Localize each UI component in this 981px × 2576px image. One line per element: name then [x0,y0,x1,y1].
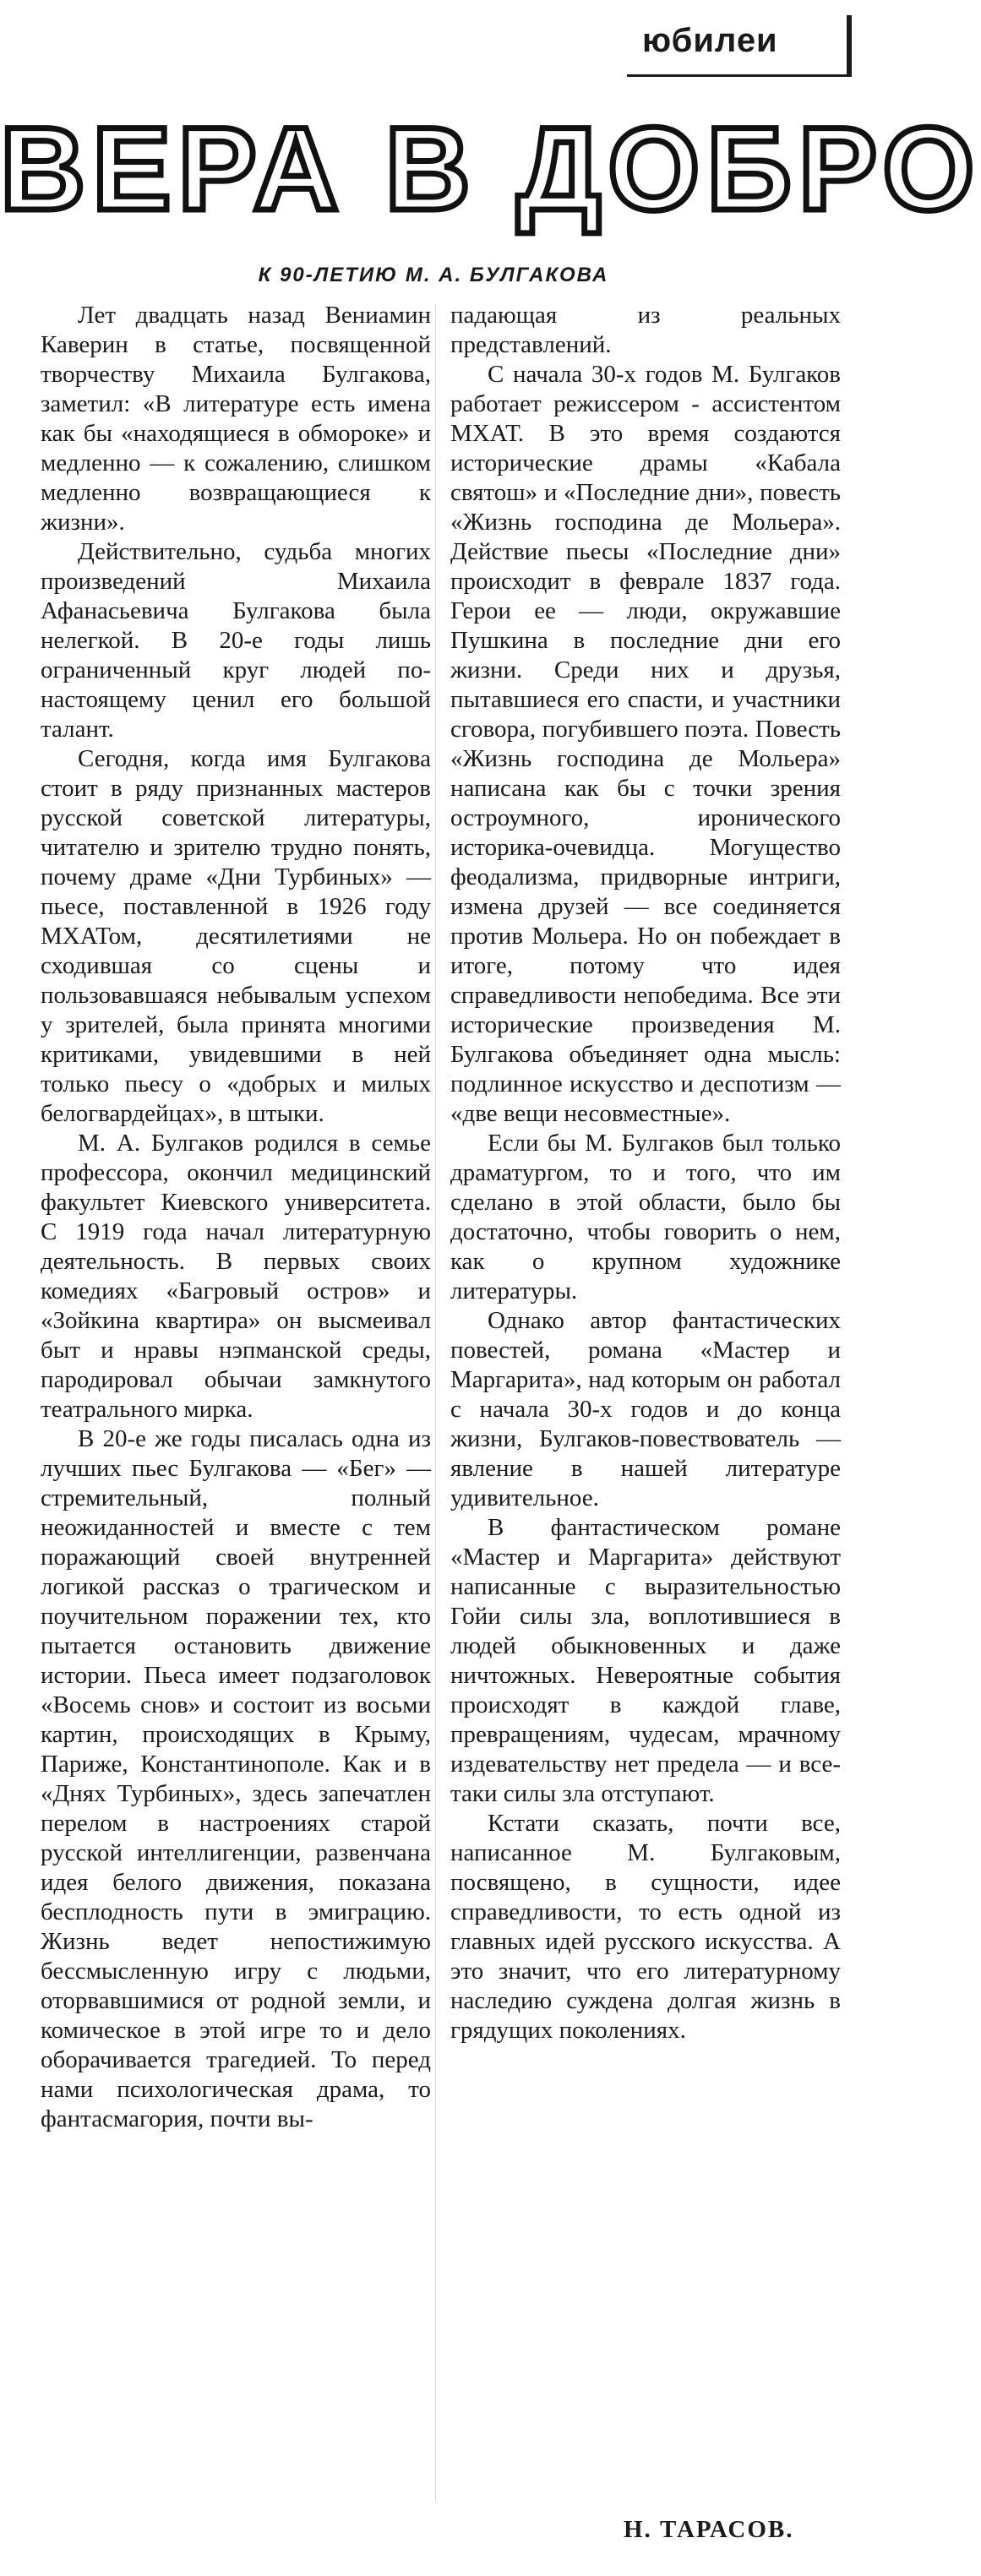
headline: ВЕРА В ДОБРО [0,102,981,235]
right-column [450,301,841,2045]
paragraph: Если бы М. Булгаков был только драматургом, то и того, что им сделано в этой области, было бы достаточно, чтобы говорить о нем, как о крупном художнике литературы. [450,1130,841,1304]
rubric-label: юбилеи [642,22,778,59]
author-signature: Н. ТАРАСОВ. [624,2516,794,2543]
paragraph: Действительно, судьба многих произведений Михаила Афанасьевича Булгакова была нелегкой. В 20-е годы лишь ограниченный круг людей по-настоящему ценил его большой талант. [41,538,431,743]
paragraph: Сегодня, когда имя Булгакова стоит в ряду признанных мастеров русской советской литературы, читателю и зрителю трудно понять, почему драме «Дни Турбиных» — пьесе, поставленной в 1926 году МХАТом, десятилетиями не сходившая со сцены и пользовавшаяся небывалым успехом у зрителей, была принята многими критиками, увидевшими в ней только пьесу о «добрых и милых белогвардейцах», в штыки. [41,745,431,1127]
paragraph: Однако автор фантастических повестей, романа «Мастер и Маргарита», над которым он работал с начала 30-х годов и до конца жизни, Булгаков-повествователь — явление в нашей литературе удивительное. [450,1307,841,1511]
paragraph-continued: падающая из реальных представлений. [450,302,841,358]
left-column [41,301,431,2134]
paragraph: Лет двадцать назад Вениамин Каверин в статье, посвященной творчеству Михаила Булгакова, заметил: «В литературе есть имена как бы «находящиеся в обмороке» и медленно — к сожалению, слишком медленно возвращающиеся к жизни». [41,302,431,536]
paragraph: В фантастическом романе «Мастер и Маргарита» действуют написанные с выразительностью Гойи силы зла, воплотившиеся в людей обыкновенных и даже ничтожных. Невероятные события происходят в каждой главе, превращениям, чудесам, мрачному издевательству нет предела — и все-таки силы зла отступают. [450,1514,841,1807]
subheadline: К 90-ЛЕТИЮ М. А. БУЛГАКОВА [258,264,609,286]
column-divider [435,304,436,2501]
paragraph: Кстати сказать, почти все, написанное М. Булгаковым, посвящено, в сущности, идее справедливости, то есть одной из главных идей русского искусства. А это значит, что его литературному наследию суждена долгая жизнь в грядущих поколениях. [450,1810,841,2044]
rubric-box [627,15,852,77]
paragraph: М. А. Булгаков родился в семье профессора, окончил медицинский факультет Киевского университета. С 1919 года начал литературную деятельность. В первых своих комедиях «Багровый остров» и «Зойкина квартира» он высмеивал быт и нравы нэпманской среды, пародировал обычаи замкнутого театрального мирка. [41,1130,431,1423]
paragraph: В 20-е же годы писалась одна из лучших пьес Булгакова — «Бег» — стремительный, полный неожиданностей и вместе с тем поражающий своей внутренней логикой рассказ о трагическом и поучительном поражении тех, кто пытается остановить движение истории. Пьеса имеет подзаголовок «Восемь снов» и состоит из восьми картин, происходящих в Крыму, Париже, Константинополе. Как и в «Днях Турбиных», здесь запечатлен перелом в настроениях старой русской интеллигенции, развенчана идея белого движения, показана бесплодность пути в эмиграцию. Жизнь ведет непостижимую бессмысленную игру с людьми, оторвавшимися от родной земли, и комическое в этой игре то и дело оборачивается трагедией. То перед нами психологическая драма, то фантасмагория, почти вы- [41,1425,431,2132]
paragraph: С начала 30-х годов М. Булгаков работает режиссером - ассистентом МХАТ. В это время создаются исторические драмы «Кабала святош» и «Последние дни», повесть «Жизнь господина де Мольера». Действие пьесы «Последние дни» происходит в феврале 1837 года. Герои ее — люди, окружавшие Пушкина в последние дни его жизни. Среди них и друзья, пытавшиеся его спасти, и участники сговора, погубившего поэта. Повесть «Жизнь господина де Мольера» написана как бы с точки зрения остроумного, иронического историка-очевидца. Могущество феодализма, придворные интриги, измена друзей — все соединяется против Мольера. Но он побеждает в итоге, потому что идея справедливости непобедима. Все эти исторические произведения М. Булгакова объединяет одна мысль: подлинное искусство и деспотизм — «две вещи несовместные». [450,361,841,1127]
